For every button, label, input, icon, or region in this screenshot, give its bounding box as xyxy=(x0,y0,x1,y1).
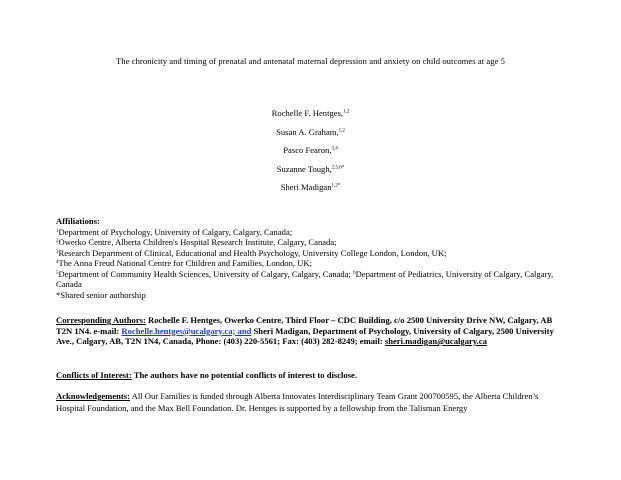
author-affiliation-marker: 2,5,6* xyxy=(331,165,345,170)
affiliation-marker: 4 xyxy=(56,260,59,265)
affiliation-line xyxy=(56,258,568,269)
author-list xyxy=(0,106,621,199)
acknowledgements-section xyxy=(56,390,568,414)
paper-title: The chronicity and timing of prenatal and antenatal maternal depression and anxiety on child outcomes at age 5 xyxy=(116,56,505,66)
author-affiliation-marker: 1,2* xyxy=(331,183,341,189)
affiliation-marker: 2 xyxy=(56,239,59,244)
affiliation-text: Department of Community Health Sciences, University of Calgary, Calgary, Canada; xyxy=(58,268,354,279)
affiliation-line xyxy=(56,248,568,259)
affiliations-section xyxy=(56,216,568,300)
corresponding-authors-section xyxy=(56,315,568,347)
shared-authorship-note: *Shared senior authorship xyxy=(56,289,146,300)
affiliation-text: Research Department of Clinical, Educational and Health Psychology, University College London, London, UK; xyxy=(58,247,447,258)
affiliation-text: Owerko Centre, Alberta Children's Hospital Research Institute, Calgary, Canada; xyxy=(58,237,337,247)
acknowledgements-text: All Our Families is funded through Alberta Innovates Interdisciplinary Team Grant 200700595, the Alberta Children’s Hospital Foundation, and the Max Bell Foundation. Dr. Hentges is supported by a fellowship from the Talisman Energy xyxy=(56,391,539,413)
corresponding-authors-label: Corresponding Authors: xyxy=(56,315,146,325)
author-affiliation-marker: 3,4 xyxy=(331,146,338,152)
author-line xyxy=(0,162,621,181)
author-line xyxy=(0,106,621,125)
corresponding-text-part1: Rochelle F. Hentges, Owerko Centre, Third Floor – CDC Building, c/o 2500 University Drive NW, Calgary, AB T2N 1N4. e-mail: xyxy=(56,315,553,336)
conflicts-section xyxy=(56,370,568,381)
author-affiliation-marker: 1,2 xyxy=(343,109,350,115)
acknowledgements-label: Acknowledgements: xyxy=(56,391,130,401)
author-name: Pasco Fearon, xyxy=(283,145,332,155)
affiliation-marker: 5 xyxy=(56,270,59,276)
author-name: Sheri Madigan xyxy=(280,182,332,192)
email-madigan: sheri.madigan@ucalgary.ca xyxy=(384,336,487,346)
affiliation-line xyxy=(56,227,568,238)
affiliation-marker: 6 xyxy=(353,270,356,276)
affiliation-marker: 1 xyxy=(56,228,59,234)
author-line xyxy=(0,125,621,144)
author-name: Susan A. Graham, xyxy=(276,126,339,137)
author-line xyxy=(0,180,621,199)
affiliation-line xyxy=(56,269,568,290)
author-name: Suzanne Tough, xyxy=(276,163,332,174)
affiliation-marker: 3 xyxy=(56,249,59,255)
affiliation-text: The Anna Freud National Centre for Children and Families, London, UK; xyxy=(58,258,312,268)
affiliation-text: Department of Pediatrics, University of Calgary, Calgary, Canada xyxy=(56,268,554,289)
conflicts-label: Conflicts of Interest: xyxy=(56,370,132,380)
author-affiliation-marker: 1,2 xyxy=(338,128,345,133)
affiliations-heading: Affiliations: xyxy=(56,216,100,226)
affiliation-text: Department of Psychology, University of Calgary, Calgary, Canada; xyxy=(58,226,293,237)
email-link-hentges[interactable]: Rochelle.hentges@ucalgary.ca; and xyxy=(121,325,252,336)
author-name: Rochelle F. Hentges, xyxy=(271,108,344,118)
corresponding-text-part2: Sheri Madigan, Department of Psychology, University of Calgary, 2500 University Ave., Calgary, AB, T2N 1N4, Canada, Phone: (403) 220-5561; Fax: (403) 282-8249; email: xyxy=(56,325,554,346)
conflicts-text: The authors have no potential conflicts of interest to disclose. xyxy=(131,370,358,380)
affiliation-line xyxy=(56,237,568,248)
author-line xyxy=(0,143,621,162)
